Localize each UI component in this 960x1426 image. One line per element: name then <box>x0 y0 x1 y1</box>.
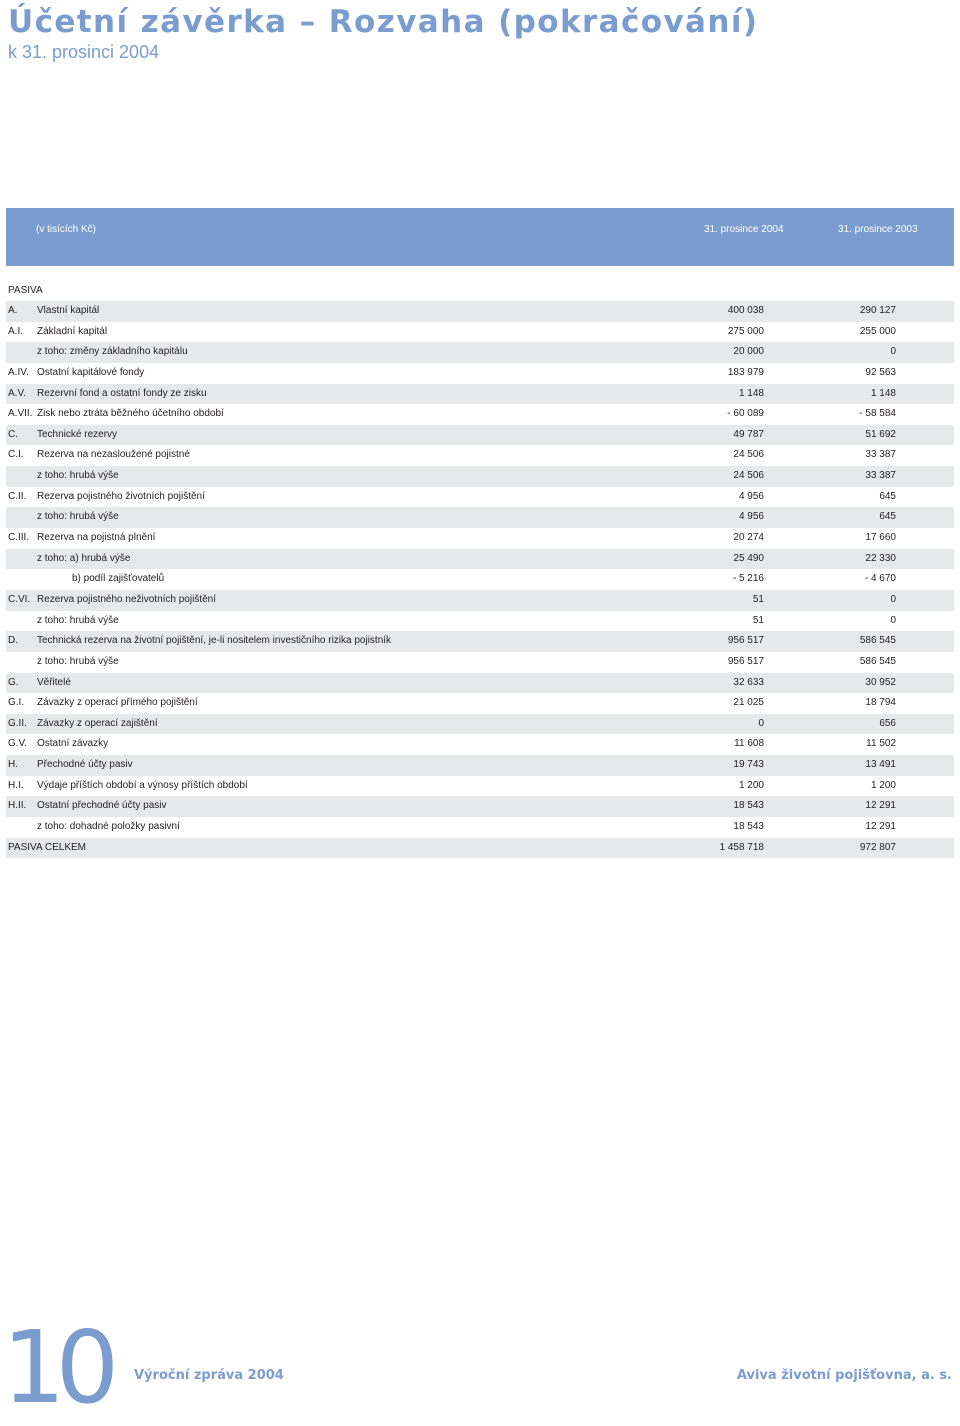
units-label: (v tisících Kč) <box>36 224 97 235</box>
row-label: Přechodné účty pasiv <box>37 759 133 771</box>
row-code: H.II. <box>8 800 27 812</box>
row-value-2004: 51 <box>752 614 764 626</box>
row-value-2003: 0 <box>890 593 896 605</box>
row-code: A.IV. <box>8 366 29 378</box>
row-value-2003: 972 807 <box>859 841 896 853</box>
table-row <box>6 445 954 466</box>
row-label: Ostatní kapitálové fondy <box>37 366 145 378</box>
row-code: C.III. <box>8 532 30 544</box>
row-value-2004: 1 148 <box>738 387 764 399</box>
row-value-2003: 0 <box>890 614 896 626</box>
row-label: Ostatní závazky <box>37 738 109 750</box>
table-row <box>6 425 954 446</box>
row-value-2003: 1 200 <box>870 779 896 791</box>
row-label: z toho: hrubá výše <box>37 511 119 523</box>
row-value-2004: 24 506 <box>733 449 764 461</box>
row-value-2004: 18 543 <box>733 800 764 812</box>
row-value-2003: 18 794 <box>865 697 896 709</box>
row-label: z toho: a) hrubá výše <box>37 552 131 564</box>
row-label: Výdaje příštích období a výnosy příštích období <box>37 779 248 791</box>
table-row <box>6 755 954 776</box>
row-label: z toho: hrubá výše <box>37 655 119 667</box>
row-value-2003: 656 <box>879 717 896 729</box>
table-row <box>6 776 954 797</box>
row-value-2003: 586 545 <box>859 635 896 647</box>
row-code: PASIVA CELKEM <box>8 841 86 853</box>
row-value-2004: 51 <box>752 593 764 605</box>
row-code: A. <box>8 305 18 316</box>
table-row <box>6 322 954 343</box>
footer-report-title: Výroční zpráva 2004 <box>134 1368 284 1383</box>
row-code: G.V. <box>8 738 28 750</box>
column-header-2003: 31. prosince 2003 <box>838 224 918 235</box>
table-row <box>6 363 954 384</box>
row-value-2004: 400 038 <box>727 305 764 316</box>
row-value-2004: 21 025 <box>733 697 764 709</box>
table-row <box>6 734 954 755</box>
row-value-2004: - 60 089 <box>727 408 764 420</box>
row-value-2003: 33 387 <box>865 470 896 482</box>
row-value-2003: 11 502 <box>866 738 896 750</box>
row-value-2003: 0 <box>890 346 896 358</box>
row-code: G.II. <box>8 717 27 729</box>
table-row <box>6 611 954 632</box>
row-value-2004: 19 743 <box>733 759 764 771</box>
table-row <box>6 342 954 363</box>
row-label: Rezerva na pojistná plnění <box>37 532 156 544</box>
row-label: Ostatní přechodné účty pasiv <box>37 800 167 812</box>
row-value-2003: 13 491 <box>865 759 896 771</box>
row-label: Technické rezervy <box>37 428 118 440</box>
table-row <box>6 652 954 673</box>
row-value-2004: 20 000 <box>733 346 764 358</box>
column-header-2004: 31. prosince 2004 <box>704 224 784 235</box>
row-value-2004: 32 633 <box>733 676 764 688</box>
row-label: z toho: hrubá výše <box>37 614 119 626</box>
row-value-2004: 275 000 <box>727 325 764 337</box>
row-label: Zisk nebo ztráta běžného účetního období <box>37 408 224 420</box>
table-row-total <box>6 838 954 859</box>
row-label: z toho: hrubá výše <box>37 470 119 482</box>
row-value-2004: 11 608 <box>734 738 764 750</box>
row-code: A.I. <box>8 325 24 337</box>
row-value-2003: 12 291 <box>865 821 896 833</box>
row-value-2003: 92 563 <box>865 366 896 378</box>
row-label: Závazky z operací zajištění <box>37 717 158 729</box>
table-row <box>6 714 954 735</box>
row-code: C. <box>8 428 18 440</box>
row-label: Rezervní fond a ostatní fondy ze zisku <box>37 387 207 399</box>
row-value-2003: 1 148 <box>870 387 896 399</box>
row-value-2003: 255 000 <box>859 325 896 337</box>
row-label: Závazky z operací přímého pojištění <box>37 697 198 709</box>
table-row <box>6 549 954 570</box>
row-value-2004: 25 490 <box>733 552 764 564</box>
row-value-2004: 4 956 <box>738 490 764 502</box>
row-value-2004: 18 543 <box>733 821 764 833</box>
row-value-2003: - 4 670 <box>864 573 896 585</box>
row-value-2004: 1 458 718 <box>719 841 764 853</box>
table-row <box>6 590 954 611</box>
row-value-2003: - 58 584 <box>859 408 896 420</box>
row-code: G. <box>8 676 19 688</box>
row-code: C.I. <box>8 449 24 461</box>
row-code: H. <box>8 759 18 771</box>
row-value-2003: 33 387 <box>865 449 896 461</box>
row-code: A.V. <box>8 387 26 399</box>
row-value-2003: 645 <box>879 490 896 502</box>
row-value-2003: 22 330 <box>865 552 896 564</box>
row-value-2003: 586 545 <box>859 655 896 667</box>
table-row <box>6 301 954 322</box>
row-value-2003: 645 <box>879 511 896 523</box>
row-code: G.I. <box>8 697 25 709</box>
page-subtitle: k 31. prosinci 2004 <box>8 42 160 62</box>
row-code: C.VI. <box>8 593 31 605</box>
row-value-2004: 4 956 <box>738 511 764 523</box>
row-label: z toho: dohadné položky pasivní <box>37 821 180 833</box>
table-row <box>6 507 954 528</box>
row-value-2004: 0 <box>758 717 764 729</box>
section-label: PASIVA <box>8 285 43 296</box>
row-value-2004: 49 787 <box>733 428 764 440</box>
row-code: A.VII. <box>8 408 33 420</box>
table-row <box>6 384 954 405</box>
table-row <box>6 569 954 590</box>
balance-table <box>6 301 954 858</box>
table-row <box>6 466 954 487</box>
row-value-2004: 1 200 <box>738 779 764 791</box>
row-label: b) podíl zajišťovatelů <box>72 573 165 585</box>
row-label: Rezerva na nezasloužené pojistné <box>37 449 190 461</box>
row-code: D. <box>8 635 18 647</box>
page-number: 10 <box>2 1309 110 1426</box>
row-label: Technická rezerva na životní pojištění, je-li nositelem investičního rizika pojistník <box>37 635 392 647</box>
row-value-2004: - 5 216 <box>732 573 764 585</box>
row-label: Rezerva pojistného neživotních pojištění <box>37 593 216 605</box>
row-value-2003: 30 952 <box>865 676 896 688</box>
row-code: C.II. <box>8 490 27 502</box>
table-row <box>6 796 954 817</box>
table-row <box>6 673 954 694</box>
row-value-2004: 24 506 <box>733 470 764 482</box>
row-value-2004: 956 517 <box>727 655 764 667</box>
row-label: Rezerva pojistného životních pojištění <box>37 490 205 502</box>
row-label: Věřitelé <box>37 676 71 688</box>
table-row <box>6 817 954 838</box>
row-label: Vlastní kapitál <box>37 305 100 316</box>
table-row <box>6 631 954 652</box>
table-row <box>6 404 954 425</box>
footer-company-name: Aviva životní pojišťovna, a. s. <box>736 1368 952 1383</box>
table-row <box>6 693 954 714</box>
row-code: H.I. <box>8 779 24 791</box>
row-value-2003: 51 692 <box>865 428 896 440</box>
row-value-2004: 20 274 <box>733 532 764 544</box>
row-value-2003: 290 127 <box>859 305 896 316</box>
table-header <box>6 208 954 266</box>
table-row <box>6 487 954 508</box>
row-label: z toho: změny základního kapitálu <box>37 346 188 358</box>
table-row <box>6 528 954 549</box>
row-value-2003: 17 660 <box>865 532 896 544</box>
row-label: Základní kapitál <box>37 325 108 337</box>
page-title: Účetní závěrka – Rozvaha (pokračování) <box>8 4 759 40</box>
row-value-2004: 956 517 <box>727 635 764 647</box>
row-value-2003: 12 291 <box>865 800 896 812</box>
row-value-2004: 183 979 <box>727 366 764 378</box>
